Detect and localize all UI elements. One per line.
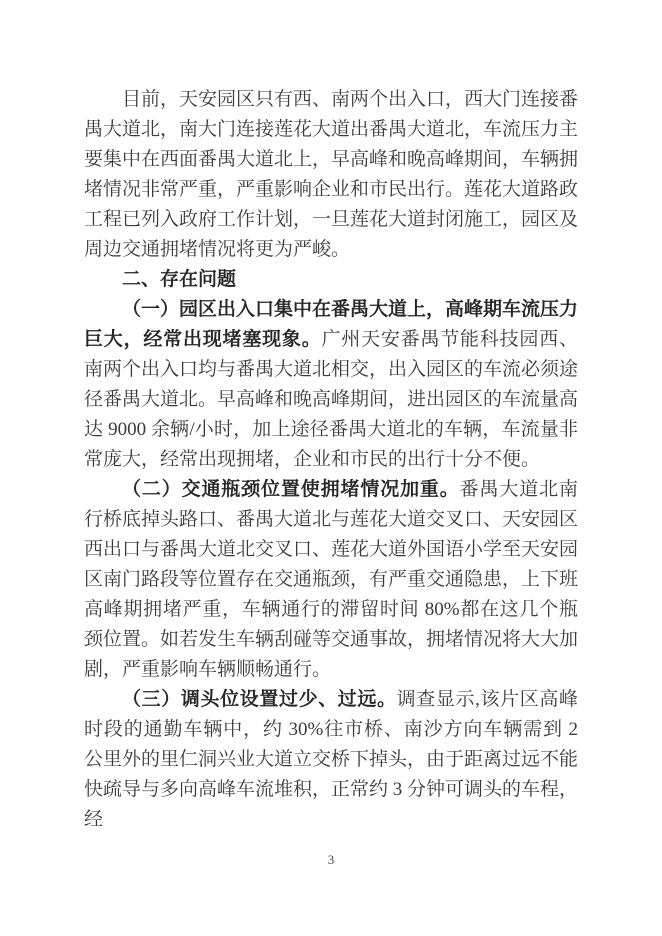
issue-3-body: 调查显示,该片区高峰时段的通勤车辆中，约 30%往市桥、南沙方向车辆需到 2 公里外的里仁洞兴业大道立交桥下掉头，由于距离过远不能快疏导与多向高峰车流堆积，正常约 3 分钟可调头的车程，经 [84, 689, 579, 830]
paragraph-issue-3 [84, 685, 578, 835]
document-content [84, 85, 578, 835]
issue-3-title: （三）调头位设置过少、过远。 [122, 689, 397, 710]
page-number: 3 [327, 852, 335, 867]
paragraph-issue-2 [84, 475, 578, 685]
paragraph-intro: 目前，天安园区只有西、南两个出入口，西大门连接番禺大道北，南大门连接莲花大道出番禺大道北，车流压力主要集中在西面番禺大道北上，早高峰和晚高峰期间，车辆拥堵情况非常严重，严重影响企业和市民出行。莲花大道路政工程已列入政府工作计划，一旦莲花大道封闭施工，园区及周边交通拥堵情况将更为严峻。 [84, 89, 579, 260]
issue-1-body: 广州天安番禺节能科技园西、南两个出入口均与番禺大道北相交，出入园区的车流必须途径番禺大道北。早高峰和晚高峰期间，进出园区的车流量高达 9000 余辆/小时，加上途径番禺大道北的车辆，车流量非常庞大，经常出现拥堵，企业和市民的出行十分不便。 [84, 329, 579, 470]
issue-2-body: 番禺大道北南行桥底掉头路口、番禺大道北与莲花大道交叉口、天安园区西出口与番禺大道北交叉口、莲花大道外国语小学至天安园区南门路段等位置存在交通瓶颈，有严重交通隐患，上下班高峰期拥堵严重，车辆通行的滞留时间 80%都在这几个瓶颈位置。如若发生车辆刮碰等交通事故，拥堵情况将大大加剧，严重影响车辆顺畅通行。 [84, 479, 579, 680]
paragraph-issue-1 [84, 295, 578, 475]
issue-1-title: （一）园区出入口集中在番禺大道上，高峰期车流压力巨大，经常出现堵塞现象。 [84, 299, 579, 350]
issue-2-title: （二）交通瓶颈位置使拥堵情况加重。 [122, 479, 460, 500]
section-heading-existing-problems: 二、存在问题 [122, 269, 237, 290]
